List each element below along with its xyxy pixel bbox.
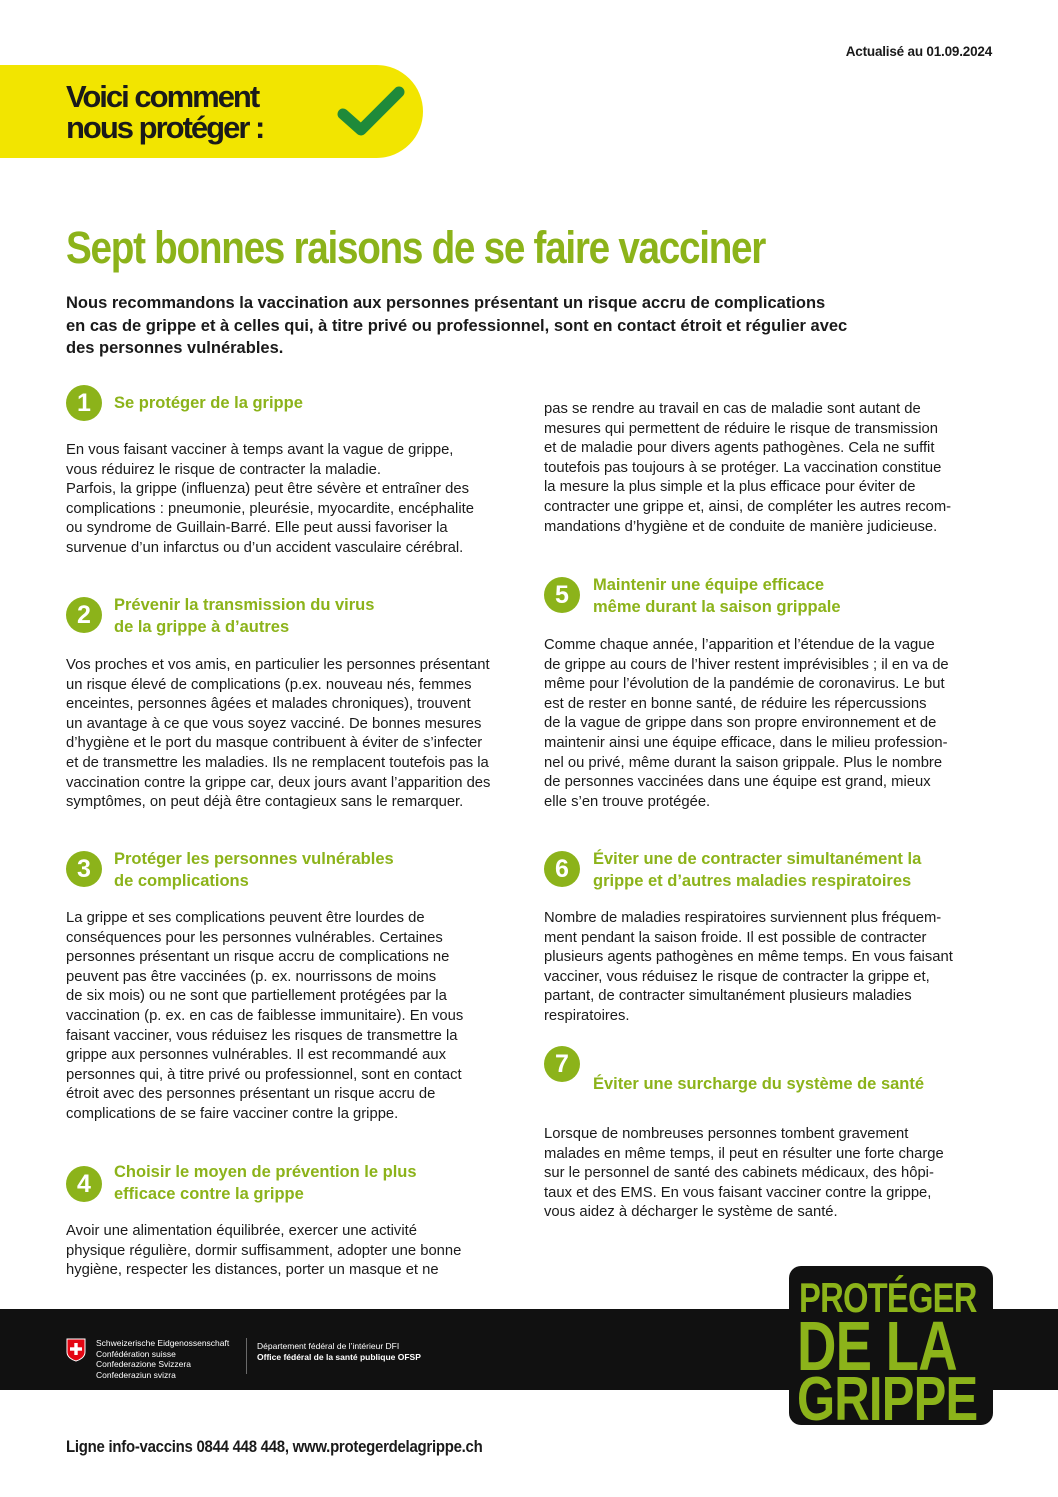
checkmark-icon — [337, 84, 405, 140]
reason-heading: Éviter une surcharge du système de santé — [593, 1075, 925, 1093]
banner-line-1: Voici comment — [66, 79, 259, 114]
intro-line: des personnes vulnérables. — [66, 339, 284, 357]
footer-divider — [246, 1338, 247, 1374]
department-info — [257, 1341, 421, 1362]
intro-line: en cas de grippe et à celles qui, à titre privé ou professionnel, sont en contact étroit et régulier avec — [66, 316, 848, 335]
reason-body: Avoir une alimentation équilibrée, exercer une activité physique régulière, dormir suffisamment, adopter une bonne hygiène, respecter les distances, porter un masque et ne — [66, 1223, 462, 1279]
reason-number-badge: 5 — [544, 577, 580, 613]
reason-heading: Choisir le moyen de prévention le plus efficace contre la grippe — [114, 1163, 417, 1203]
updated-date: Actualisé au 01.09.2024 — [845, 44, 992, 59]
reason-number-badge: 2 — [66, 597, 102, 633]
contact-line: Ligne info-vaccins 0844 448 448, www.protegerdelagrippe.ch — [66, 1437, 483, 1456]
badge-line-2: DE LA — [797, 1307, 957, 1385]
reason-heading: Protéger les personnes vulnérables de complications — [114, 850, 394, 890]
reason-body-continued: pas se rendre au travail en cas de maladie sont autant de mesures qui permettent de réduire le risque de transmission et de maladie pour divers agents pathogènes. Cela ne suffit toutefois pas toujours à se protéger. La vaccination constitue la mesure la plus simple et la plus efficace pour éviter de contracter une grippe et, ainsi, de compléter les autres recom- mandations d’hygiène et de conduite de manière judicieuse. — [544, 401, 952, 535]
reason-body: Vos proches et vos amis, en particulier les personnes présentant un risque élevé de complications (p.ex. nouveau nés, femmes enceintes, personnes âgées et malades chroniques), trouvent un avantage à ce que vous soyez vacciné. De bonnes mesures d’hygiène et le port du masque contribuent à éviter de s’infecter et de transmettre les maladies. Ils ne remplacent toutefois pas la vaccination contre la grippe car, deux jours avant l’apparition des symptômes, on peut déjà être contagieux sans le remarquer. — [66, 657, 491, 811]
reason-number-badge: 1 — [66, 385, 102, 421]
reason-heading: Prévenir la transmission du virus de la grippe à d’autres — [114, 596, 375, 636]
reason-body: Nombre de maladies respiratoires surviennent plus fréquem- ment pendant la saison froide. Il est possible de contracter plusieurs agents pathogènes en même temps. En vous faisant vacciner, vous réduisez le risque de contracter la grippe et, partant, de contracter simultanément plusieurs maladies respiratoires. — [544, 910, 953, 1024]
reason-number-badge: 7 — [544, 1046, 580, 1082]
banner-line-2: nous protéger : — [66, 110, 264, 145]
confederation-logo — [66, 1338, 229, 1380]
reason-body: Lorsque de nombreuses personnes tombent gravement malades en même temps, il peut en résulter une forte charge sur le personnel de santé des cabinets médicaux, des hôpi- taux et des EMS. En vous faisant vacciner contre la grippe, vous aidez à décharger le système de santé. — [544, 1126, 944, 1221]
reason-body: La grippe et ses complications peuvent être lourdes de conséquences pour les personnes vulnérables. Certaines personnes présentant un risque accru de complications ne peuvent pas être vaccinées (p. ex. nourrissons de moins de six mois) ou ne sont que partiellement protégées par la vaccination (p. ex. en cas de faiblesse immunitaire). En vous faisant vacciner, vous réduisez les risques de transmettre la grippe aux personnes vulnérables. Il est recommandé aux personnes qui, à titre privé ou professionnel, sont en contact étroit avec des personnes présentant un risque accru de complications de se faire vacciner contre la grippe. — [66, 910, 464, 1122]
page-title: Sept bonnes raisons de se faire vacciner — [66, 222, 766, 273]
campaign-badge — [789, 1266, 993, 1425]
banner-title — [66, 81, 263, 143]
confederation-names: Schweizerische Eidgenossenschaft Confédération suisse Confederazione Svizzera Confederaziun svizra — [96, 1338, 230, 1380]
reason-heading: Maintenir une équipe efficace même durant la saison grippale — [593, 576, 841, 616]
reason-heading: Se protéger de la grippe — [114, 394, 303, 412]
department-name: Département fédéral de l’intérieur DFI — [257, 1341, 400, 1351]
intro-paragraph — [66, 292, 936, 360]
badge-line-3: GRIPPE — [797, 1365, 978, 1425]
reason-heading: Éviter une de contracter simultanément la grippe et d’autres maladies respiratoires — [593, 850, 922, 890]
badge-line-1: PROTÉGER — [799, 1274, 977, 1321]
office-name: Office fédéral de la santé publique OFSP — [257, 1351, 421, 1362]
intro-line: Nous recommandons la vaccination aux personnes présentant un risque accru de complications — [66, 294, 826, 312]
swiss-flag-icon — [66, 1338, 86, 1362]
reason-body: En vous faisant vacciner à temps avant la vague de grippe, vous réduirez le risque de contracter la maladie. Parfois, la grippe (influenza) peut être sévère et entraîner des complications : pneumonie, pleurésie, myocardite, encéphalite ou syndrome de Guillain-Barré. Elle peut aussi favoriser la survenue d’un infarctus ou d’un accident vasculaire cérébral. — [66, 442, 474, 556]
reason-number-badge: 3 — [66, 851, 102, 887]
reason-body: Comme chaque année, l’apparition et l’étendue de la vague de grippe au cours de l’hiver restent imprévisibles ; il en va de même pour l’évolution de la pandémie de coronavirus. Le but est de rester en bonne santé, de réduire les répercussions de la vague de grippe dans son propre environnement et de maintenir ainsi une équipe efficace, dans le milieu profession- nel ou privé, même durant la saison grippale. Plus le nombre de personnes vaccinées dans une équipe est grand, mieux elle s’en trouve protégée. — [544, 637, 949, 810]
reason-number-badge: 6 — [544, 851, 580, 887]
reason-number-badge: 4 — [66, 1166, 102, 1202]
